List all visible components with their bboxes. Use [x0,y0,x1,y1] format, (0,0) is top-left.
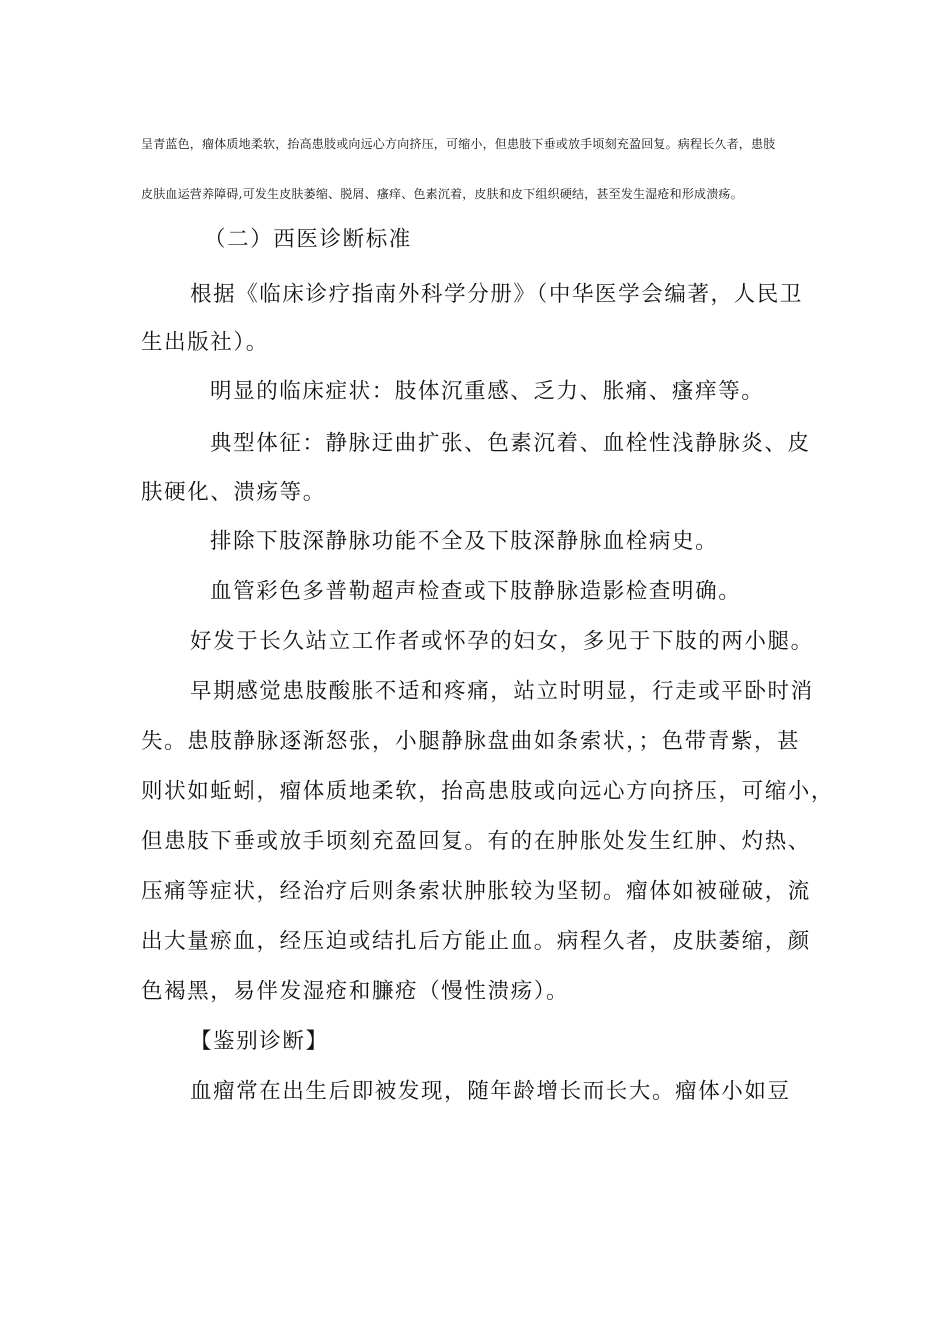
paragraph-line: 出大量瘀血，经压迫或结扎后方能止血。病程久者，皮肤萎缩，颜 [141,929,811,954]
paragraph-line: 失。患肢静脉逐渐怒张，小腿静脉盘曲如条索状，；色带青紫，甚 [141,729,801,754]
paragraph-line: 血瘤常在出生后即被发现，随年龄增长而长大。瘤体小如豆 [190,1079,791,1104]
paragraph-line: 典型体征：静脉迂曲扩张、色素沉着、血栓性浅静脉炎、皮 [210,431,811,456]
paragraph-line: 肤硬化、溃疡等。 [141,480,326,505]
small-text-line-1: 呈青蓝色，瘤体质地柔软，抬高患肢或向远心方向挤压，可缩小，但患肢下垂或放手顷刻充盈回复。病程长久者，患肢 [141,137,776,151]
paragraph-line: 明显的临床症状：肢体沉重感、乏力、胀痛、瘙痒等。 [210,379,765,404]
section-heading-western-diagnosis: （二）西医诊断标准 [204,227,412,252]
paragraph-line: 生出版社）。 [141,330,269,355]
paragraph-line: 色褐黑，易伴发湿疮和臁疮（慢性溃疡）。 [141,979,570,1004]
paragraph-line: 则状如蚯蚓，瘤体质地柔软，抬高患肢或向远心方向挤压，可缩小， [141,779,835,804]
section-heading-differential-diagnosis: 【鉴别诊断】 [190,1029,329,1054]
paragraph-line: 根据《临床诊疗指南外科学分册》（中华医学会编著，人民卫 [190,282,803,307]
paragraph-line: 好发于长久站立工作者或怀孕的妇女，多见于下肢的两小腿。 [190,629,814,654]
paragraph-line: 压痛等症状，经治疗后则条索状肿胀较为坚韧。瘤体如被碰破，流 [141,879,811,904]
paragraph-line: 早期感觉患肢酸胀不适和疼痛，站立时明显，行走或平卧时消 [190,679,814,704]
paragraph-line: 血管彩色多普勒超声检查或下肢静脉造影检查明确。 [210,579,742,604]
small-text-line-2: 皮肤血运营养障碍,可发生皮肤萎缩、脱屑、瘙痒、色素沉着，皮肤和皮下组织硬结，甚至发生湿疮和形成溃疡。 [141,187,743,201]
paragraph-line: 排除下肢深静脉功能不全及下肢深静脉血栓病史。 [210,529,719,554]
paragraph-line: 但患肢下垂或放手顷刻充盈回复。有的在肿胀处发生红肿、灼热、 [141,829,811,854]
